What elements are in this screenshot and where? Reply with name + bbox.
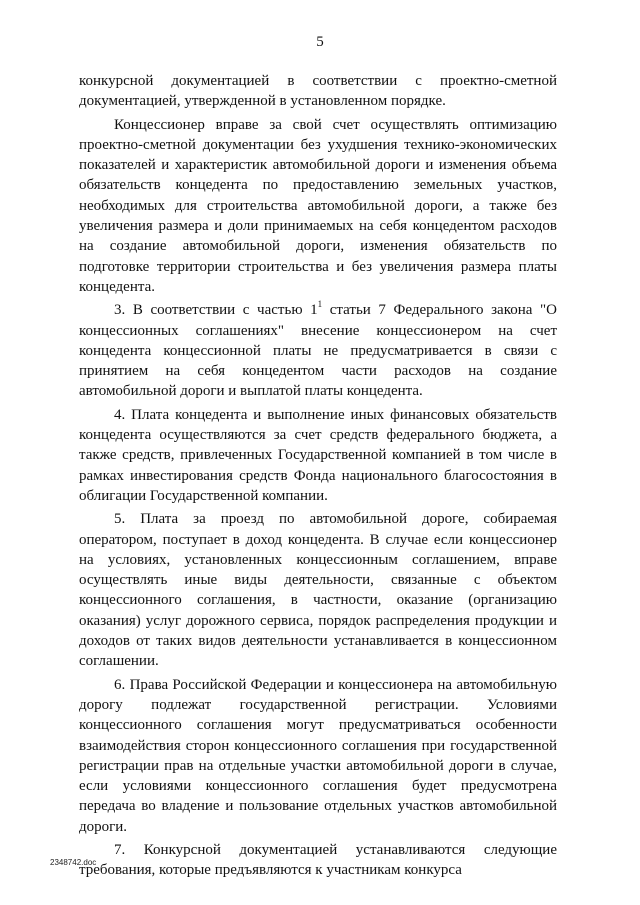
paragraph-item-6: 6. Права Российской Федерации и концессионера на автомобильную дорогу подлежат государственной регистрации. Условиями концессионного соглашения могут предусматриваться особенности взаимодействия сторон концессионного соглашения при государственной регистрации прав на отдельные участки автомобильной дороги в случае, если условиями концессионного соглашения будет предусмотрена передача во владение и пользование отдельных участков автомобильной дороги. — [79, 676, 557, 835]
paragraph-item-3-rest: статьи 7 Федерального закона "О концессионных соглашениях" внесение концессионером на счет концедента концессионной платы не предусматривается в связи с принятием на себя концедентом части расходов на создание автомобильной дороги и выплатой платы концедента. — [79, 302, 557, 400]
footer-file-name: 2348742.doc — [50, 858, 97, 867]
paragraph-item-3 — [79, 300, 557, 401]
superscript-part-number: 1 — [317, 299, 323, 310]
paragraph-item-3-start: 3. В соответствии с частью 1 — [114, 302, 318, 319]
paragraph-item-5: 5. Плата за проезд по автомобильной дороге, собираемая оператором, поступает в доход концедента. В случае если концессионер на условиях, установленных концессионным соглашением, вправе осуществлять иные виды деятельности, связанные с объектом концессионного соглашения, в частности, оказание (организацию оказания) услуг дорожного сервиса, порядок распределения продукции и доходов от таких видов деятельности устанавливается в концессионном соглашении. — [79, 511, 557, 670]
page-number: 5 — [316, 34, 324, 50]
document-body — [79, 71, 557, 884]
paragraph-continuation: конкурсной документацией в соответствии с проектно-сметной документацией, утвержденной в установленном порядке. — [79, 73, 557, 110]
paragraph-item-4: 4. Плата концедента и выполнение иных финансовых обязательств концедента осуществляются за счет средств федерального бюджета, а также средств, привлеченных Государственной компанией в том числе в рамках инвестирования средств Фонда национального благосостояния в облигации Государственной компании. — [79, 406, 557, 504]
paragraph-item-7: 7. Конкурсной документацией устанавливаются следующие требования, которые предъявляются к участникам конкурса — [79, 841, 557, 879]
paragraph-optimization: Концессионер вправе за свой счет осуществлять оптимизацию проектно-сметной документации без ухудшения технико-экономических показателей и характеристик автомобильной дороги и изменения объема обязательств концедента по предоставлению земельных участков, необходимых для строительства автомобильной дороги, а также без увеличения размера и доли принимаемых на себя концедентом расходов на создание автомобильной дороги, изменения обязательств по подготовке территории строительства и без увеличения размера платы концедента. — [79, 116, 557, 295]
